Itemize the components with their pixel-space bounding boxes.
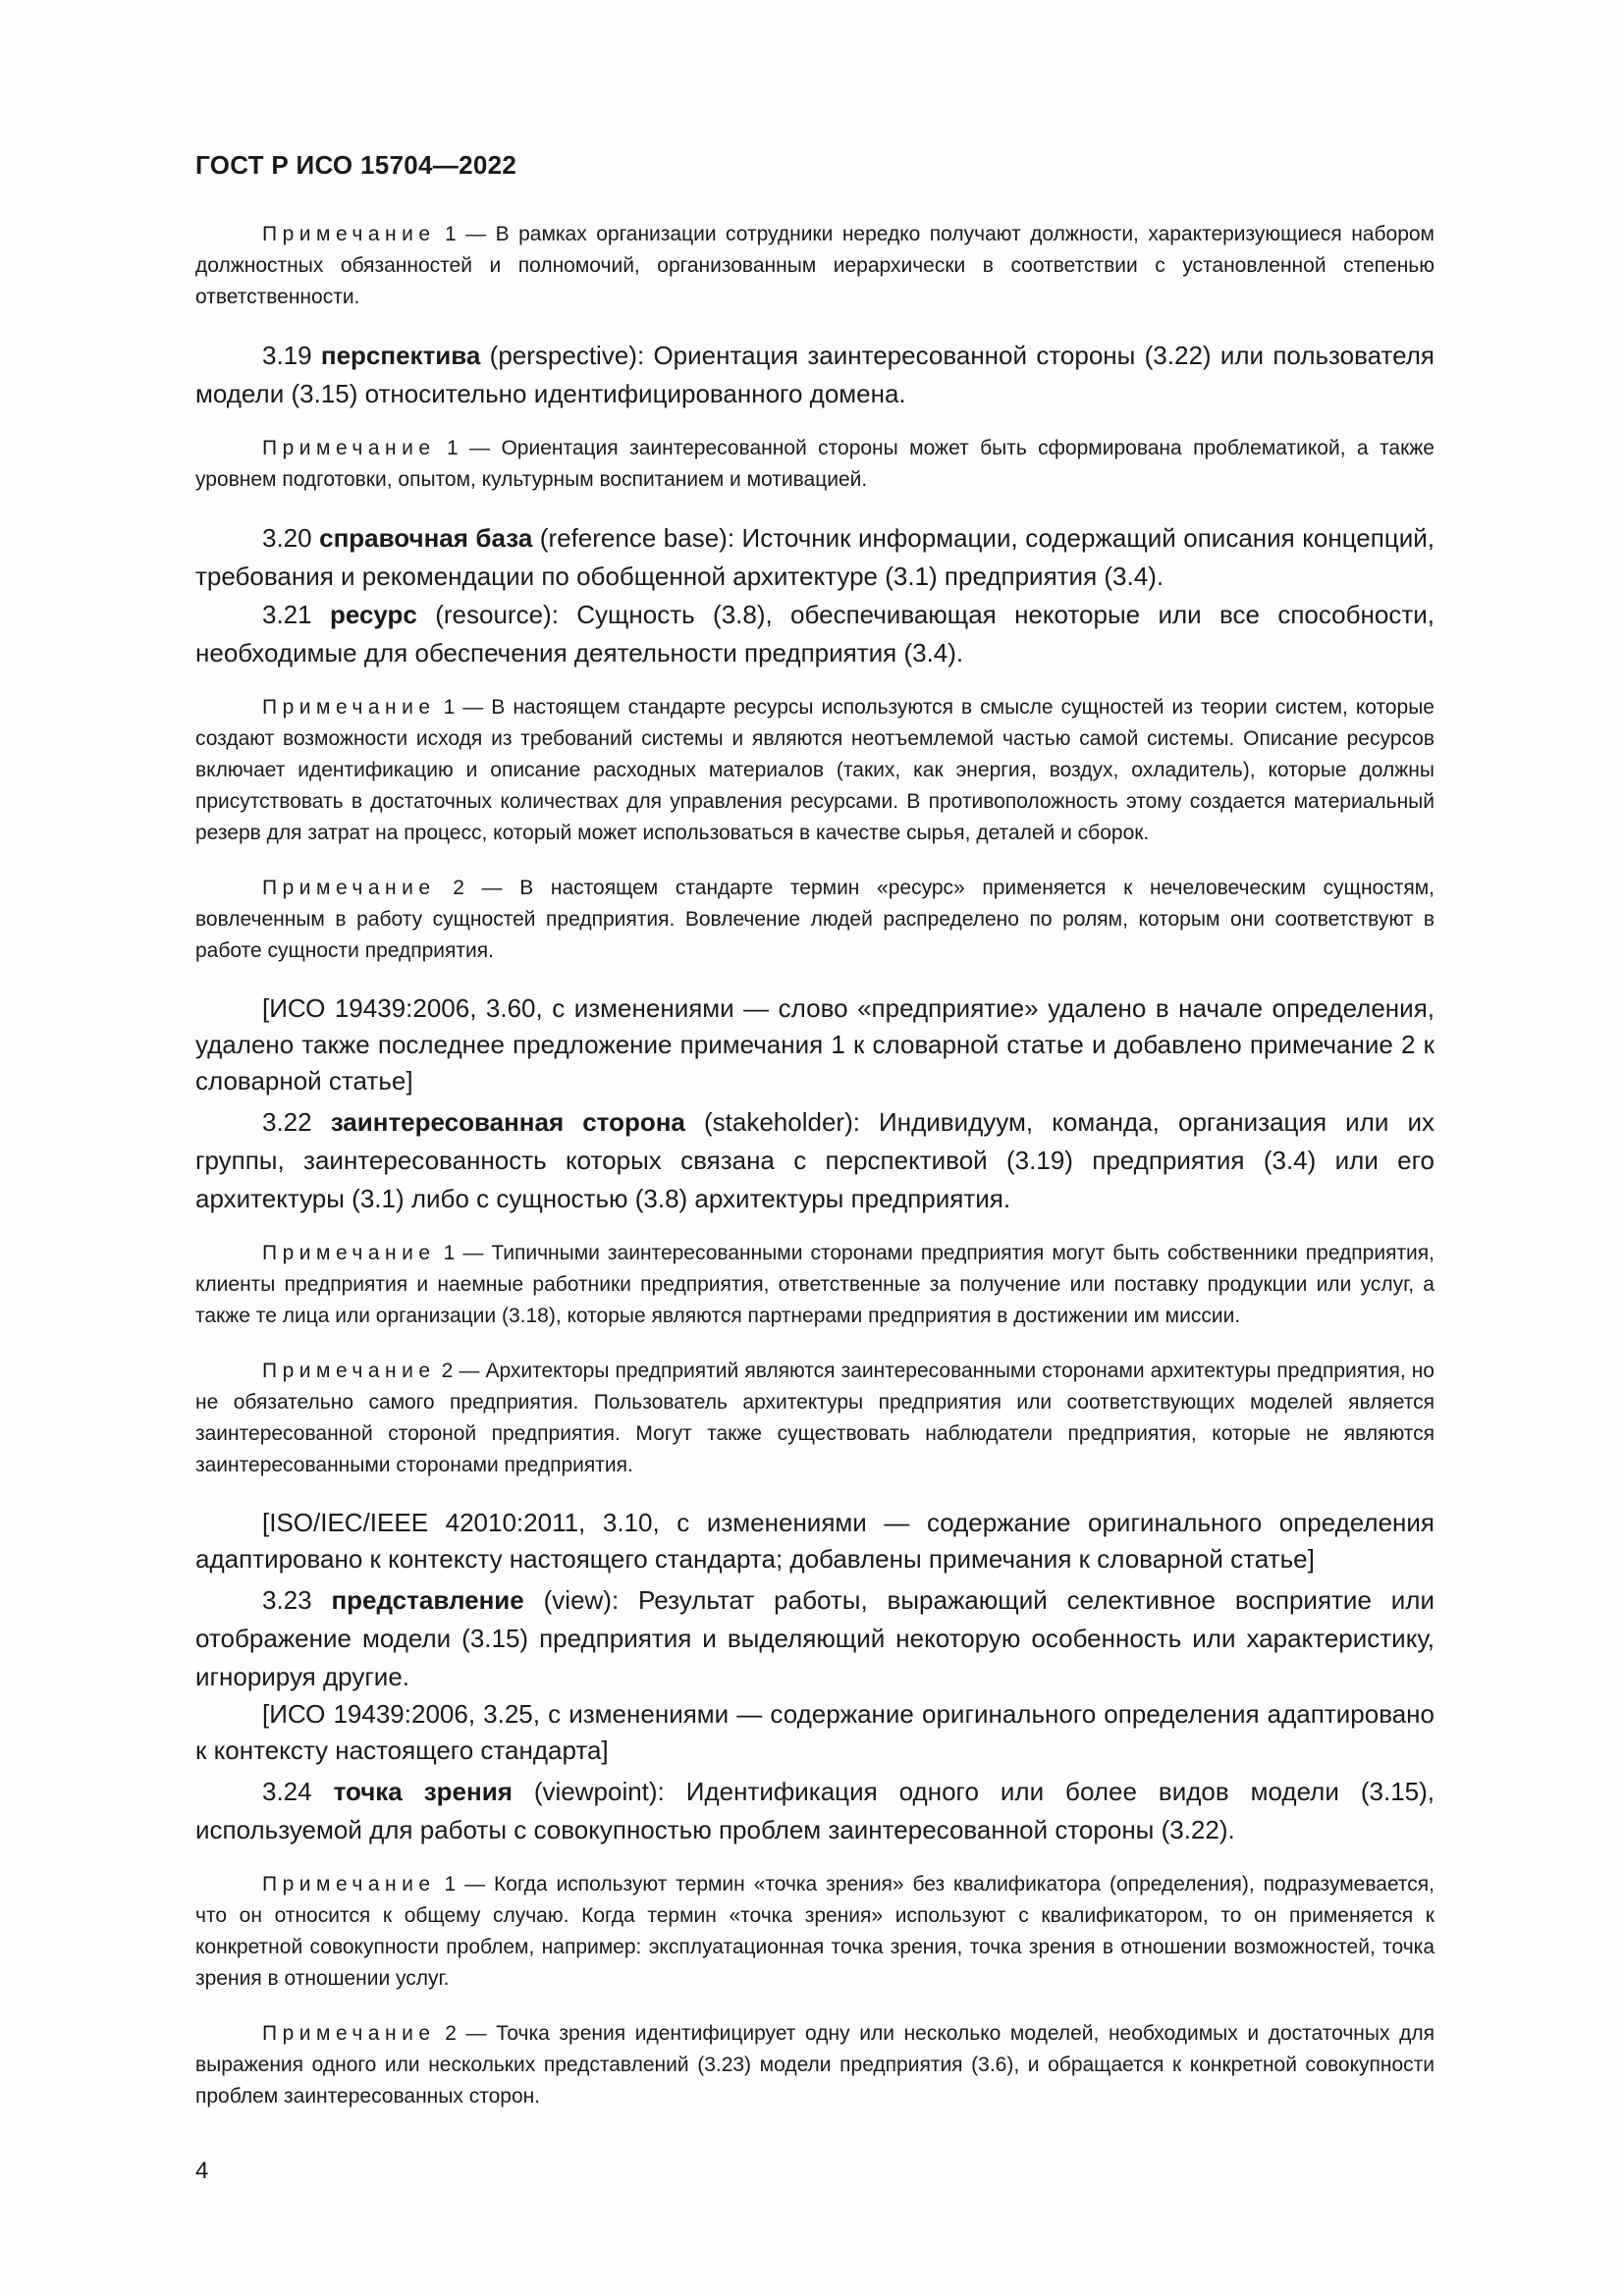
document-body — [195, 219, 1435, 2136]
term-definition: (stakeholder): Индивидуум, команда, организация или их группы, заинтересованность которых связана с перспективой (3.19) предприятия (3.4) или его архитектуры (3.1) либо с сущностью (3.8) архитектуры предприятия. — [195, 1107, 1435, 1213]
note-text: 1 — Типичными заинтересованными сторонами предприятия могут быть собственники предприятия, клиенты предприятия и наемные работники предприятия, ответственные за получение или поставку продукции или услуг, а также те лица или организации (3.18), которые являются партнерами предприятия в достижении им миссии. — [195, 1242, 1435, 1327]
term-number: 3.20 — [262, 523, 320, 553]
term-name: заинтересованная сторона — [330, 1107, 685, 1137]
term-name: справочная база — [319, 523, 533, 553]
term-name: перспектива — [320, 341, 481, 370]
note-label: Примечание — [262, 1242, 436, 1264]
note-3-21-1 — [195, 692, 1435, 849]
term-number: 3.23 — [262, 1585, 332, 1615]
term-3-19 — [195, 337, 1435, 413]
term-definition: (viewpoint): Идентификация одного или более видов модели (3.15), используемой для работы с совокупностью проблем заинтересованной стороны (3.22). — [195, 1777, 1435, 1844]
note-3-21-2 — [195, 873, 1435, 967]
note-label: Примечание — [262, 223, 436, 245]
term-number: 3.24 — [262, 1777, 334, 1806]
source-3-21: [ИСО 19439:2006, 3.60, с изменениями — слово «предприятие» удалено в начале определения, удалено также последнее предложение примечания 1 к словарной статье и добавлено примечание 2 к словарной статье] — [195, 993, 1435, 1095]
term-name: точка зрения — [333, 1777, 513, 1806]
note-label: Примечание — [262, 1873, 436, 1896]
note-text: 1 — В настоящем стандарте ресурсы используются в смысле сущностей из теории систем, которые создают возможности исходя из требований системы и являются неотъемлемой частью самой системы. Описание ресурсов включает идентификацию и описание расходных материалов (таких, как энергия, воздух, охладитель), которые должны присутствовать в достаточных количествах для управления ресурсами. В противоположность этому создается материальный резерв для затрат на процесс, который может использоваться в качестве сырья, деталей и сборок. — [195, 696, 1435, 844]
note-label: Примечание — [262, 696, 436, 719]
note-3-18-1 — [195, 219, 1435, 313]
note-3-19-1 — [195, 433, 1435, 496]
term-3-21 — [195, 596, 1435, 672]
note-label: Примечание — [262, 1360, 436, 1382]
term-name: ресурс — [329, 600, 417, 629]
note-3-24-2 — [195, 2018, 1435, 2112]
page-number: 4 — [195, 2158, 209, 2184]
source-3-23: [ИСО 19439:2006, 3.25, с изменениями — содержание оригинального определения адаптировано к контексту настоящего стандарта] — [195, 1699, 1435, 1765]
term-definition: (reference base): Источник информации, содержащий описания концепций, требования и рекомендации по обобщенной архитектуре (3.1) предприятия (3.4). — [195, 523, 1435, 591]
note-label: Примечание — [262, 437, 436, 459]
term-name: представление — [331, 1585, 524, 1615]
note-text: 1 — В рамках организации сотрудники нередко получают должности, характеризующиеся набором должностных обязанностей и полномочий, организованным иерархически в соответствии с установленной степенью ответственности. — [195, 223, 1435, 308]
note-label: Примечание — [262, 2022, 436, 2045]
term-3-24 — [195, 1773, 1435, 1849]
note-label: Примечание — [262, 877, 436, 899]
note-3-24-1 — [195, 1869, 1435, 1995]
term-definition: (view): Результат работы, выражающий селективное восприятие или отображение модели (3.15) предприятия и выделяющий некоторую особенность или характеристику, игнорируя другие. — [195, 1585, 1435, 1691]
note-3-22-2 — [195, 1356, 1435, 1481]
term-number: 3.22 — [262, 1107, 331, 1137]
term-number: 3.21 — [262, 600, 330, 629]
document-header: ГОСТ Р ИСО 15704—2022 — [195, 150, 517, 180]
term-definition: (resource): Сущность (3.8), обеспечивающая некоторые или все способности, необходимые для обеспечения деятельности предприятия (3.4). — [195, 600, 1435, 667]
source-3-22: [ISO/IEC/IEEE 42010:2011, 3.10, с изменениями — содержание оригинального определения адаптировано к контексту настоящего стандарта; добавлены примечания к словарной статье] — [195, 1508, 1435, 1574]
note-3-22-1 — [195, 1238, 1435, 1332]
note-text: 1 — Ориентация заинтересованной стороны может быть сформирована проблематикой, а также уровнем подготовки, опытом, культурным воспитанием и мотивацией. — [195, 437, 1435, 491]
term-definition: (perspective): Ориентация заинтересованной стороны (3.22) или пользователя модели (3.15) относительно идентифицированного домена. — [195, 341, 1435, 408]
note-text: 2 — Архитекторы предприятий являются заинтересованными сторонами архитектуры предприятия, но не обязательно самого предприятия. Пользователь архитектуры предприятия или соответствующих моделей является заинтересованной стороной предприятия. Могут также существовать наблюдатели предприятия, которые не являются заинтересованными сторонами предприятия. — [195, 1360, 1435, 1476]
term-3-23 — [195, 1581, 1435, 1696]
note-text: 2 — Точка зрения идентифицирует одну или несколько моделей, необходимых и достаточных для выражения одного или нескольких представлений (3.23) модели предприятия (3.6), и обращается к конкретной совокупности проблем заинтересованных сторон. — [195, 2022, 1435, 2108]
term-number: 3.19 — [262, 341, 321, 370]
note-text: 1 — Когда используют термин «точка зрения» без квалификатора (определения), подразумевается, что он относится к общему случаю. Когда термин «точка зрения» используют с квалификатором, то он применяется к конкретной совокупности проблем, например: эксплуатационная точка зрения, точка зрения в отношении возможностей, точка зрения в отношении услуг. — [195, 1873, 1435, 1990]
note-text: 2 — В настоящем стандарте термин «ресурс» применяется к нечеловеческим сущностям, вовлеченным в работу сущностей предприятия. Вовлечение людей распределено по ролям, которым они соответствуют в работе сущности предприятия. — [195, 877, 1435, 962]
term-3-20 — [195, 519, 1435, 596]
term-3-22 — [195, 1103, 1435, 1218]
